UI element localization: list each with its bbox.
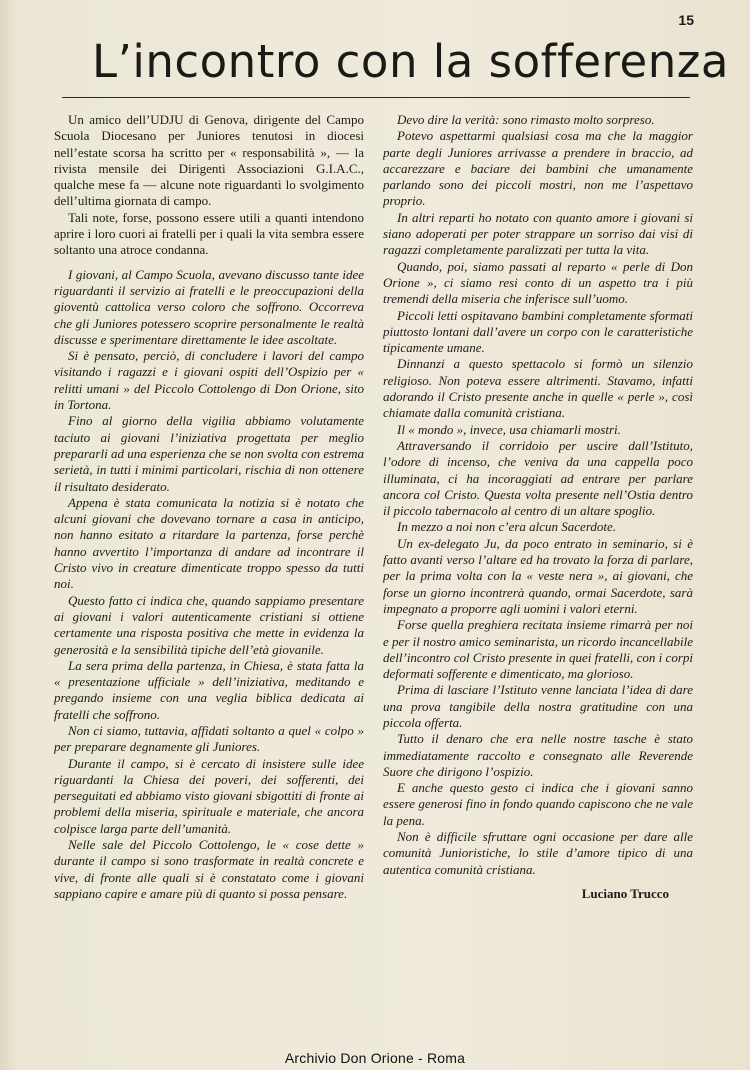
story-paragraph: Potevo aspettarmi qualsiasi cosa ma che la maggior parte degli Juniores arrivasse a prendere in braccio, ad accarezzare e baciare dei bambini che umanamente parlando sono dei piccoli mostri, non me l’aspettavo proprio. (383, 128, 693, 209)
story-paragraph: Il « mondo », invece, usa chiamarli mostri. (397, 421, 621, 437)
story-paragraph: Fino al giorno della vigilia abbiamo volutamente taciuto ai giovani l’iniziativa progettata per meglio prepararli ad una esperienza che se non svolta con estrema serietà, in tutti i minimi particolari, rischia di non ottenere il risultato desiderato. (54, 413, 364, 494)
story-paragraph: Prima di lasciare l’Istituto venne lanciata l’idea di dare una prova tangibile della nostra gratitudine con una piccola offerta. (383, 682, 693, 730)
page-number: 15 (678, 12, 694, 28)
story-paragraph: Piccoli letti ospitavano bambini completamente sformati piuttosto lontani dall’avere un corpo con le caratteristiche tipicamente umane. (383, 307, 693, 356)
story-paragraph: Non è difficile sfruttare ogni occasione per dare alle comunità Junioristiche, lo stile d’amore tipico di una autentica comunità cristiana. (383, 829, 693, 877)
intro-paragraph-2: Tali note, forse, possono essere utili a quanti intendono aprire i loro cuori ai fratelli per i quali la vita sembra essere soltanto una atroce condanna. (54, 209, 364, 258)
story-paragraph: Dinnanzi a questo spettacolo si formò un silenzio religioso. Non poteva essere altrimenti. Stavamo, infatti adorando il Cristo presente anche in quelle « perle », così chiamate dalla comunità cristiana. (383, 356, 693, 421)
author-signature: Luciano Trucco (581, 885, 669, 901)
story-paragraph: Un ex-delegato Ju, da poco entrato in seminario, si è fatto avanti verso l’altare ed ha trovato la forza di parlare, per la prima volta con la « veste nera », ai giovani, che forse un giorno incontrerà quando, ormai Sacerdote, sarà impegnato a proporre agli uomini i valori eterni. (383, 535, 693, 616)
story-paragraph: Nelle sale del Piccolo Cottolengo, le « cose dette » durante il campo si sono trasformate in realtà concrete e vive, di fronte alle quali si è constatato come i giovani sappiano capire e amare più di quanto si possa pensare. (54, 837, 364, 901)
article-title: L’incontro con la sofferenza (92, 35, 729, 88)
story-paragraph: Devo dire la verità: sono rimasto molto sorpreso. (397, 112, 655, 127)
title-rule (62, 97, 690, 98)
archive-watermark-label: Archivio Don Orione - Roma (284, 1050, 466, 1066)
story-paragraph: In altri reparti ho notato con quanto amore i giovani si siano adoperati per poter strappare un sorriso dai visi di ragazzi completamente paralizzati per tutta la vita. (383, 209, 693, 258)
left-column (54, 112, 364, 902)
story-paragraph: E anche questo gesto ci indica che i giovani sanno essere generosi fino in fondo quando capiscono che ne vale la pena. (383, 780, 693, 828)
story-paragraph: Appena è stata comunicata la notizia si è notato che alcuni giovani che dovevano tornare a casa in anticipo, non hanno esitato a ritardare la partenza, forse perchè hanno avvertito l’importanza di andare ad incontrare il Cristo vivo in creature dimenticate troppo spesso da tutti noi. (54, 494, 364, 592)
story-paragraph: Si è pensato, perciò, di concludere i lavori del campo visitando i ragazzi e i giovani ospiti dell’Ospizio per « relitti umani » del Piccolo Cottolengo di Don Orione, sito in Tortona. (54, 348, 364, 413)
story-paragraph: Quando, poi, siamo passati al reparto « perle di Don Orione », ci siamo resi conto di un aspetto tra i più tremendi della miseria che inferisce sull’uomo. (383, 258, 693, 307)
story-paragraph: La sera prima della partenza, in Chiesa, è stata fatta la « presentazione ufficiale » dell’iniziativa, meditando e pregando insieme con una veglia biblica dedicata ai fratelli che soffrono. (54, 657, 364, 722)
story-paragraph: I giovani, al Campo Scuola, avevano discusso tante idee riguardanti il servizio ai fratelli e le preoccupazioni della gioventù cattolica verso coloro che soffrono. Occorreva che gli Juniores potessero scoprire personalmente le realtà discusse e sperimentare direttamente le idee ascoltate. (54, 266, 364, 347)
right-column (383, 112, 693, 902)
intro-paragraph-1: Un amico dell’UDJU di Genova, dirigente del Campo Scuola Diocesano per Juniores tenutosi in diocesi nell’estate scorsa ha scritto per « responsabilità », — la rivista mensile dei Dirigenti Associazioni G.I.A.C., qualche mese fa — alcune note riguardanti lo svolgimento dell’ultima giornata di campo. (54, 112, 364, 209)
story-paragraph: Non ci siamo, tuttavia, affidati soltanto a quel « colpo » per preparare degnamente gli Juniores. (54, 722, 364, 755)
story-paragraph: Questo fatto ci indica che, quando sappiamo presentare ai giovani i valori autenticamente cristiani si ottiene certamente una risposta positiva che mette in evidenza la generosità e la sensibilità tipiche dell’età giovanile. (54, 592, 364, 657)
story-paragraph: Forse quella preghiera recitata insieme rimarrà per noi e per il nostro amico seminarista, un ricordo incancellabile dell’incontro col Cristo presente in quei fratelli, con i corpi deformati sofferente e dimenticato, ma glorioso. (383, 617, 693, 682)
story-paragraph: Attraversando il corridoio per uscire dall’Istituto, l’odore di incenso, che veniva da una cappella poco illuminata, ci ha incoraggiati ad entrare per parlare ancora col Cristo. Questa volta presente nell’Ostia dentro il piccolo tabernacolo al centro di un altare spoglio. (383, 437, 693, 519)
story-paragraph: Tutto il denaro che era nelle nostre tasche è stato immediatamente raccolto e consegnato alle Reverende Suore che dirigono l’ospizio. (383, 731, 693, 779)
story-paragraph: Durante il campo, si è cercato di insistere sulle idee riguardanti la Chiesa dei poveri, dei sofferenti, dei perseguitati ed abbiamo visto giovani sbigottiti di fronte ai problemi della miseria, spirituale e materiale, che ancora colpisce larga parte dell’umanità. (54, 755, 364, 836)
story-paragraph: In mezzo a noi non c’era alcun Sacerdote. (397, 519, 617, 535)
